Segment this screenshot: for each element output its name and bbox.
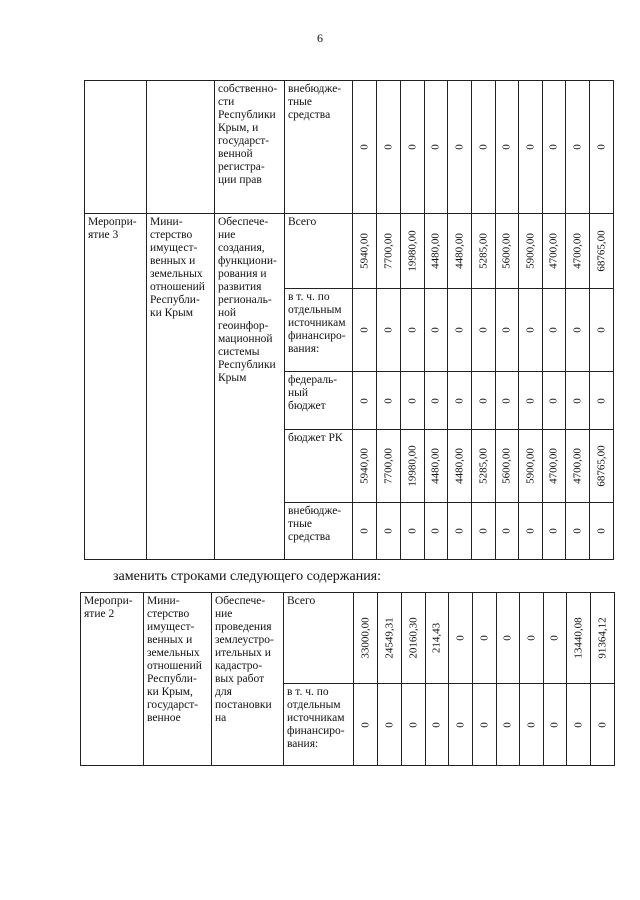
value-cell: 0 — [524, 144, 536, 150]
value-cell: 0 — [406, 397, 418, 404]
value-cell: 0 — [477, 528, 489, 534]
value-cell: 0 — [572, 721, 584, 728]
value-cell: 7700,00 — [382, 448, 394, 484]
value-cell: 91364,12 — [596, 617, 608, 659]
value-cell: 0 — [429, 397, 442, 404]
value-cell: 0 — [595, 144, 607, 150]
value-cell: 0 — [358, 327, 370, 333]
value-cell: 0 — [478, 721, 490, 728]
value-cell: 0 — [524, 528, 536, 534]
value-cell: 5900,00 — [524, 448, 536, 484]
value-cell: 4700,00 — [571, 448, 583, 484]
value-cell: 0 — [547, 528, 560, 534]
value-cell: 0 — [595, 528, 607, 534]
value-cell: 0 — [382, 397, 394, 404]
value-cell: 0 — [524, 397, 536, 404]
funding-source-cell: в т. ч. по отдельным источникам финансиро- вания: — [284, 684, 354, 766]
value-cell: 24549,31 — [383, 617, 395, 659]
value-cell: 4700,00 — [547, 233, 560, 269]
value-cell: 0 — [547, 397, 560, 404]
value-cell: 0 — [571, 144, 583, 150]
value-cell: 0 — [501, 721, 514, 728]
description-cell: Обеспече- ние проведения землеустро- ительных и кадастро- вых работ для постановки на — [212, 593, 284, 766]
executor-cell: Мини- стерство имущест- венных и земельных отношений Республи- ки Крым — [147, 214, 215, 560]
executor-cell: Мини- стерство имущест- венных и земельных отношений Республи- ки Крым, государст- венное — [144, 593, 212, 766]
value-cell: 4480,00 — [453, 233, 465, 269]
funding-source-cell: внебюдже- тные средства — [285, 81, 353, 214]
value-cell: 0 — [429, 144, 442, 150]
funding-source-cell: федераль- ный бюджет — [285, 372, 353, 430]
value-cell: 0 — [596, 721, 608, 728]
funding-source-cell: Всего — [285, 214, 353, 289]
value-cell: 0 — [453, 327, 465, 333]
value-cell: 20160,30 — [407, 617, 419, 659]
value-cell: 5900,00 — [524, 233, 536, 269]
value-cell: 0 — [382, 144, 394, 150]
value-cell: 0 — [406, 144, 418, 150]
value-cell: 0 — [453, 528, 465, 534]
value-cell: 4480,00 — [453, 448, 465, 484]
value-cell: 0 — [501, 635, 514, 641]
value-cell: 7700,00 — [382, 233, 394, 269]
value-cell: 19980,00 — [406, 230, 418, 272]
value-cell: 5285,00 — [477, 448, 489, 484]
replacement-note: заменить строками следующего содержания: — [113, 569, 382, 584]
value-cell: 0 — [406, 528, 418, 534]
value-cell: 0 — [454, 721, 466, 728]
value-cell: 0 — [595, 397, 607, 404]
value-cell: 0 — [548, 635, 561, 641]
value-cell: 0 — [547, 144, 560, 150]
value-cell: 33000,00 — [359, 617, 371, 659]
value-cell: 0 — [407, 721, 419, 728]
value-cell: 0 — [571, 397, 583, 404]
measure-name-cell: Меропри- ятие 3 — [85, 214, 147, 560]
value-cell: 0 — [477, 397, 489, 404]
table-row — [81, 593, 615, 684]
empty-cell — [147, 81, 215, 214]
value-cell: 0 — [382, 327, 394, 333]
value-cell: 4700,00 — [571, 233, 583, 269]
value-cell: 0 — [524, 327, 536, 333]
value-cell: 0 — [430, 721, 443, 728]
value-cell: 0 — [500, 397, 513, 404]
value-cell: 0 — [478, 635, 490, 641]
value-cell: 13440,08 — [572, 617, 584, 659]
value-cell: 0 — [477, 327, 489, 333]
value-cell: 0 — [359, 721, 371, 728]
value-cell: 0 — [571, 327, 583, 333]
budget-table-replacement — [80, 592, 615, 766]
table-row — [85, 214, 614, 289]
value-cell: 0 — [429, 528, 442, 534]
value-cell: 0 — [525, 721, 537, 728]
value-cell: 4480,00 — [429, 233, 442, 269]
description-cell: собственно- сти Республики Крым, и государст- венной регистра- ции прав — [215, 81, 285, 214]
value-cell: 5940,00 — [358, 448, 370, 484]
value-cell: 5940,00 — [358, 233, 370, 269]
value-cell: 0 — [358, 528, 370, 534]
value-cell: 0 — [525, 635, 537, 641]
value-cell: 0 — [547, 327, 560, 333]
value-cell: 0 — [477, 144, 489, 150]
funding-source-cell: бюджет РК — [285, 430, 353, 503]
value-cell: 19980,00 — [406, 445, 418, 487]
value-cell: 0 — [406, 327, 418, 333]
budget-table-previous — [84, 80, 614, 560]
value-cell: 0 — [500, 144, 513, 150]
value-cell: 0 — [382, 528, 394, 534]
value-cell: 5600,00 — [500, 233, 513, 269]
description-cell: Обеспече- ние создания, функциони- рования и развития региональ- ной геоинфор- мационной системы Республики Крым — [215, 214, 285, 560]
table-row — [85, 81, 614, 214]
funding-source-cell: внебюдже- тные средства — [285, 503, 353, 560]
value-cell: 5285,00 — [477, 233, 489, 269]
page-number: 6 — [317, 31, 323, 45]
value-cell: 214,43 — [430, 622, 443, 654]
value-cell: 4700,00 — [547, 448, 560, 484]
value-cell: 0 — [500, 327, 513, 333]
value-cell: 0 — [358, 397, 370, 404]
value-cell: 0 — [429, 327, 442, 333]
value-cell: 0 — [571, 528, 583, 534]
value-cell: 0 — [383, 721, 395, 728]
value-cell: 5600,00 — [500, 448, 513, 484]
value-cell: 4480,00 — [429, 448, 442, 484]
value-cell: 0 — [595, 327, 607, 333]
value-cell: 0 — [358, 144, 370, 150]
value-cell: 0 — [453, 144, 465, 150]
value-cell: 0 — [500, 528, 513, 534]
funding-source-cell: в т. ч. по отдельным источникам финансиро- вания: — [285, 289, 353, 372]
value-cell: 0 — [453, 397, 465, 404]
empty-cell — [85, 81, 147, 214]
value-cell: 0 — [454, 635, 466, 641]
value-cell: 68765,00 — [595, 230, 607, 272]
measure-name-cell: Меропри- ятие 2 — [81, 593, 144, 766]
value-cell: 68765,00 — [595, 445, 607, 487]
funding-source-cell: Всего — [284, 593, 354, 684]
value-cell: 0 — [548, 721, 561, 728]
